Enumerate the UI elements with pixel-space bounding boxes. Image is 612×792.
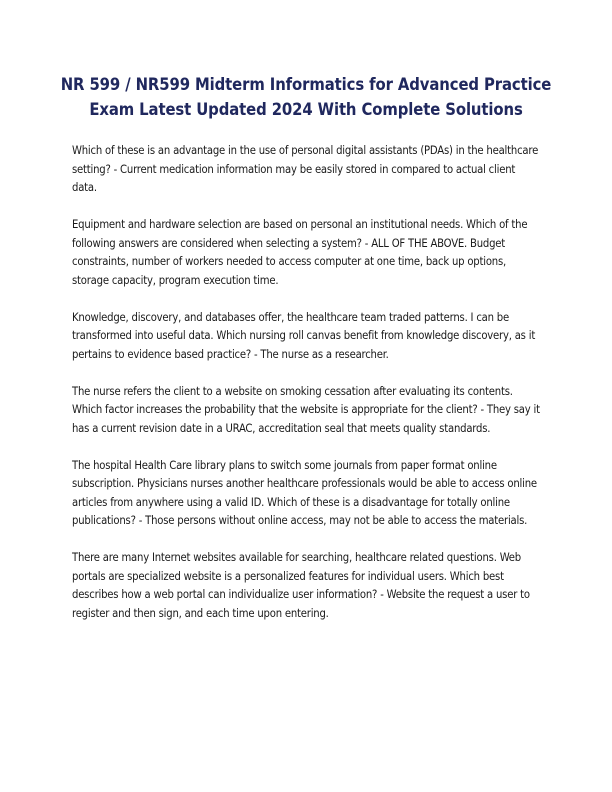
question-paragraph-5: The hospital Health Care library plans to switch some journals from paper format online subscription. Physicians nurses another healthcare professionals would be able to access online articles from anywhere using a valid ID. Which of these is a disadvantage for totally online publications? - Those persons without online access, may not be able to access the materials. xyxy=(72,458,537,527)
question-paragraph-3: Knowledge, discovery, and databases offer, the healthcare team traded patterns. I can be transformed into useful data. Which nursing roll canvas benefit from knowledge discovery, as it pertains to evidence based practice? - The nurse as a researcher. xyxy=(72,310,536,361)
question-paragraph-1: Which of these is an advantage in the use of personal digital assistants (PDAs) in the healthcare setting? - Current medication information may be easily stored in compared to actual client data. xyxy=(72,144,539,194)
question-paragraph-2: Equipment and hardware selection are based on personal an institutional needs. Which of the following answers are considered when selecting a system? - ALL OF THE ABOVE. Budget constraints, number of workers needed to access computer at one time, back up options, storage capacity, program execution time. xyxy=(72,218,528,287)
question-paragraph-4: The nurse refers the client to a website on smoking cessation after evaluating its contents. Which factor increases the probability that the website is appropriate for the client? - They say it has a current revision date in a URAC, accreditation seal that meets quality standards. xyxy=(72,384,540,435)
document-title: NR 599 / NR599 Midterm Informatics for Advanced Practice Exam Latest Updated 2024 With Complete Solutions xyxy=(60,75,552,119)
question-paragraph-6: There are many Internet websites available for searching, healthcare related questions. Web portals are specialized website is a personalized features for individual users. Which best describes how a web portal can individualize user information? - Website the request a user to register and then sign, and each time upon entering. xyxy=(72,551,530,620)
